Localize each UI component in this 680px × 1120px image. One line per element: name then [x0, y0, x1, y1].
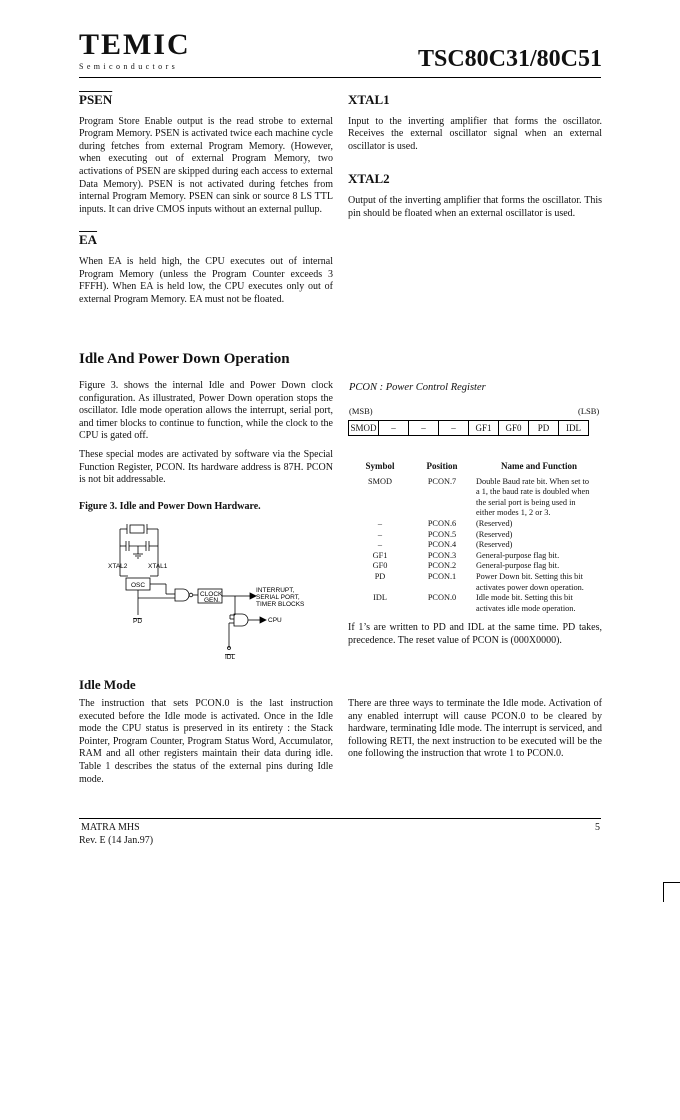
row-function [476, 572, 602, 593]
pcon-bit-5: – [409, 421, 439, 436]
xtal1-description: Input to the inverting amplifier that forms the oscillator. Receives the external oscillator signal when an external oscillator is used. [348, 115, 602, 152]
xtal2-description: Output of the inverting amplifier that forms the oscillator. This pin should be floated when an external oscillator is used. [348, 194, 602, 219]
pcon-bit-0: IDL [559, 421, 589, 436]
table-row [352, 572, 602, 593]
idle-mode-right-column [348, 698, 602, 767]
xtal1-label: XTAL1 [148, 563, 168, 570]
table-row [352, 530, 602, 541]
row-function [476, 477, 602, 519]
row-function: (Reserved) [476, 540, 513, 550]
row-function: General-purpose flag bit. [476, 550, 560, 560]
idle-intro-paragraph-1: Figure 3. shows the internal Idle and Power Down clock configuration. As illustrated, Power Down operation stops the oscillator. Idle mode operation allows the interrupt, serial port, and timer blocks to continue to function, while the clock to the CPU is gated off. [79, 380, 333, 442]
ea-heading: $\overline{EA}$ [79, 232, 98, 248]
xtal1-heading: XTAL1 [348, 92, 390, 107]
pcon-bit-6: – [379, 421, 409, 436]
pcon-bit-4: – [439, 421, 469, 436]
row-symbol: – [377, 529, 383, 539]
table-row [352, 540, 602, 551]
idle-intro-paragraph-2: These special modes are activated by software via the Special Function Register, PCON. Its hardware address is 87H. PCON is not bit addressable. [79, 448, 333, 486]
row-symbol: – [377, 540, 383, 550]
timer-blocks-label: TIMER BLOCKS [256, 601, 305, 608]
xtal2-label: XTAL2 [108, 563, 128, 570]
row-position: PCON.6 [427, 518, 457, 528]
symbol-header: Symbol [365, 461, 395, 471]
row-symbol: GF0 [372, 561, 388, 571]
row-position: PCON.3 [427, 550, 457, 560]
pcon-reset-note: If 1’s are written to PD and IDL at the same time. PD takes, precedence. The reset value of PCON is (000X0000). [348, 622, 602, 646]
row-function-line: a 1, the baud rate is doubled when [476, 487, 590, 497]
table-row [352, 477, 602, 519]
footer-revision: Rev. E (14 Jan.97) [79, 835, 154, 846]
document-title: TSC80C31/80C51 [417, 46, 602, 72]
idl-label: IDL [225, 654, 236, 661]
pd-label: PD [133, 618, 143, 625]
row-function-line: either modes 1, 2 or 3. [476, 508, 551, 518]
ea-description: When EA is held high, the CPU executes out of internal Program Memory (unless the Program Counter exceeds 3 FFFH). When EA is held low, the CPU executes only out of external Program Memory. EA must not be floated. [79, 255, 333, 305]
footer-company: MATRA MHS [81, 822, 140, 833]
row-position: PCON.7 [427, 476, 457, 486]
row-position: PCON.0 [427, 593, 457, 603]
pcon-register-bits [348, 420, 589, 436]
idle-mode-heading: Idle Mode [79, 677, 136, 692]
table-row [352, 519, 602, 530]
idle-mode-left-column [79, 698, 333, 792]
company-logo: TEMIC [79, 28, 191, 61]
row-function: (Reserved) [476, 529, 513, 539]
row-function: General-purpose flag bit. [476, 561, 560, 571]
idle-power-down-diagram [100, 520, 320, 665]
row-position: PCON.1 [427, 571, 457, 581]
row-function-line: activates idle mode operation. [476, 603, 576, 613]
table-row [352, 593, 602, 614]
osc-label: OSC [131, 582, 146, 589]
serial-port-label: SERIAL PORT, [256, 594, 300, 601]
lsb-label: (LSB) [578, 406, 600, 416]
crop-mark-horizontal [663, 882, 680, 883]
row-symbol: PD [374, 571, 386, 581]
pcon-bit-3: GF1 [469, 421, 499, 436]
left-column-signals [79, 94, 333, 312]
name-function-header: Name and Function [500, 461, 577, 471]
xtal2-heading: XTAL2 [348, 171, 390, 187]
row-function [476, 593, 602, 614]
row-function-line: Idle mode bit. Setting this bit [476, 593, 573, 603]
logo-subtitle: Semiconductors [79, 62, 179, 71]
row-function: (Reserved) [476, 518, 513, 528]
clock-label: CLOCK [200, 591, 223, 598]
crop-mark-vertical [663, 882, 664, 902]
idle-mode-left-text: The instruction that sets PCON.0 is the last instruction executed before the Idle mode is activated. Once in the Idle mode the CPU status is preserved in its entirety : the Stack Pointer, Program Counter, Program Status Word, Accumulator, RAM and all other registers maintain their data during idle. Table 1 describes the status of the external pins during Idle mode. [79, 698, 333, 785]
pcon-caption: PCON : Power Control Register [349, 382, 486, 393]
row-position: PCON.4 [427, 540, 457, 550]
row-symbol: IDL [373, 593, 387, 603]
table-row [352, 551, 602, 562]
row-function-line: Double Baud rate bit. When set to [476, 476, 589, 486]
interrupt-label: INTERRUPT, [256, 587, 295, 594]
footer-rule [79, 818, 601, 819]
idle-power-down-heading: Idle And Power Down Operation [79, 351, 290, 367]
row-symbol: SMOD [368, 476, 392, 486]
header-rule [79, 77, 601, 78]
pcon-bit-2: GF0 [499, 421, 529, 436]
idle-mode-right-text: There are three ways to terminate the Idle mode. Activation of any enabled interrupt will cause PCON.0 to be cleared by hardware, terminating Idle mode. The interrupt is serviced, and following RETI, the next instruction to be executed will be the one following the instruction that wrote 1 to PCON.0. [348, 698, 602, 760]
row-function-line: the serial port is being used in [476, 497, 576, 507]
page-number: 5 [595, 822, 600, 833]
pcon-note [348, 622, 602, 653]
right-column-signals [348, 94, 602, 226]
crystal-symbol [130, 525, 144, 533]
msb-label: (MSB) [349, 406, 373, 416]
row-function-line: activates power down operation. [476, 582, 584, 592]
position-header: Position [426, 461, 458, 471]
pcon-bit-1: PD [529, 421, 559, 436]
row-symbol: GF1 [372, 550, 388, 560]
psen-heading: PSEN [79, 92, 113, 107]
gen-label: GEN. [204, 597, 220, 604]
pcon-bit-table [352, 460, 602, 614]
pcon-bit-7: SMOD [349, 421, 379, 436]
row-function-line: Power Down bit. Setting this bit [476, 571, 583, 581]
row-symbol: – [377, 518, 383, 528]
cpu-label: CPU [268, 617, 282, 624]
figure-3-title: Figure 3. Idle and Power Down Hardware. [79, 500, 261, 512]
psen-description: Program Store Enable output is the read strobe to external Program Memory. PSEN is activated twice each machine cycle during fetches from external Program Memory. (However, when executing out of external Program Memory, two activations of PSEN are skipped during each access to external Data Memory). PSEN is not activated during fetches from internal Program Memory. PSEN can sink or source 8 LS TTL inputs. It can drive CMOS inputs without an external pullup. [79, 115, 333, 215]
row-position: PCON.5 [427, 529, 457, 539]
idle-intro-column [79, 380, 333, 513]
row-position: PCON.2 [427, 561, 457, 571]
table-row [352, 561, 602, 572]
